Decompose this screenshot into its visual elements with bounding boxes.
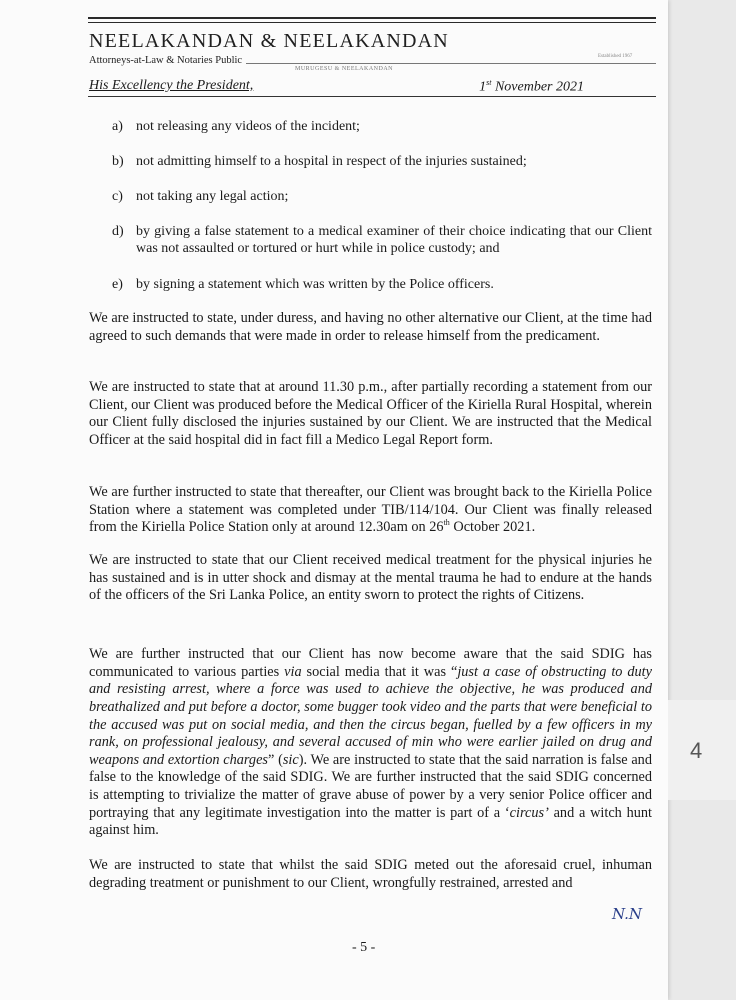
header-rule-top-thin <box>88 22 656 23</box>
firm-subtitle: Attorneys-at-Law & Notaries Public <box>89 55 243 66</box>
page-number: - 5 - <box>352 940 376 955</box>
paragraph-release: We are further instructed to state that thereafter, our Client was brought back to the Kiriella Police Station where a statement was completed under TIB/114/104. Our Client was finally released from the Kiriella Police Station only at around 12.30am on 26th October 2021. <box>89 484 652 536</box>
paragraph-treatment: We are instructed to state that our Client received medical treatment for the physical injuries he has sustained and is in utter shock and dismay at the mental trauma he had to endure at the hands of the officers of the Sri Lanka Police, an entity sworn to protect the rights of Citizens. <box>89 552 652 604</box>
paragraph-medical-officer: We are instructed to state that at around 11.30 p.m., after partially recording a statement from our Client, our Client was produced before the Medical Officer of the Kiriella Rural Hospital, wherein our Client fully disclosed the injuries sustained by our Client. We are instructed that the Medical Officer at the said hospital did in fact fill a Medico Legal Report form. <box>89 379 652 449</box>
associates-note: MURUGESU & NEELAKANDAN <box>295 66 393 72</box>
subtitle-rule <box>246 63 656 64</box>
addressee: His Excellency the President, <box>89 78 254 93</box>
letter-date: 1st November 2021 <box>479 78 584 95</box>
header-rule-top <box>88 17 656 19</box>
paragraph-sdig-statement: We are further instructed that our Client has now become aware that the said SDIG has communicated to various parties via social media that it was “just a case of obstructing to duty and resisting arrest, where a force was used to achieve the objective, he was produced and breathalized and put before a doctor, some bugger took video and the parts that were beneficial to the accused was put on social media, and then the circus began, fuelled by a few officers in my rank, on professional jealousy, and several accused of min who were earlier jailed on drug and weapons and extortion charges” (sic). We are instructed to state that the said narration is false and false to the knowledge of the said SDIG. We are further instructed that the said SDIG concerned is attempting to trivialize the matter of grave abuse of power by a very senior Police officer and portraying that any legitimate investigation into the matter is part of a ‘circus’ and a witch hunt against him. <box>89 646 652 839</box>
header-rule-bottom <box>88 96 656 97</box>
paragraph-duress: We are instructed to state, under duress, and having no other alternative our Client, at the time had agreed to such demands that were made in order to release himself from the predicament. <box>89 310 652 344</box>
established-note: Established 1967 <box>598 54 633 59</box>
paragraph-treatment-continued: We are instructed to state that whilst the said SDIG meted out the aforesaid cruel, inhuman degrading treatment or punishment to our Client, wrongfully restrained, arrested and <box>89 857 652 891</box>
document-page: NEELAKANDAN & NEELAKANDAN Attorneys-at-Law & Notaries Public Established 1967 MURUGESU & NEELAKANDAN His Excellency the President, 1st November 2021 a) not releasing any videos of the incident; b) not admitting himself to a hospital in respect of the injuries sustained; c) not taking any legal action; d) by giving a false statement to a medical examiner of their choice indicating that our Client was not assaulted or tortured or hurt while in police custody; and e) by signing a statement which was written by the Police officers. We are instructed to state, under duress, and having no other alternative our Client, at the time had agreed to such demands that were made in order to release himself from the predicament. We are instructed to state that at around 11.30 p.m., after partially recording a statement from our Client, our Client was produced before the Medical Officer of the Kiriella Rural Hospital, wherein our Client fully disclosed the injuries sustained by our Client. We are instructed that the Medical Officer at the said hospital did in fact fill a Medico Legal Report form. We are further instructed to state that thereafter, our Client was brought back to the Kiriella Police Station where a statement was completed under TIB/114/104. Our Client was finally released from the Kiriella Police Station only at around 12.30am on 26th October 2021. We are instructed to state that our Client received medical treatment for the physical injuries he has sustained and is in utter shock and dismay at the mental trauma he had to endure at the hands of the officers of the Sri Lanka Police, an entity sworn to protect the rights of Citizens. We are further instructed that our Client has now become aware that the said SDIG has communicated to various parties via social media that it was “just a case of obstructing to duty and resisting arrest, where a force was used to achieve the objective, he was produced and breathalized and put before a doctor, some bugger took video and the parts that were beneficial to the accused was put on social media, and then the circus began, fuelled by a few officers in my rank, on professional jealousy, and several accused of min who were earlier jailed on drug and weapons and extortion charges” (sic). We are instructed to state that the said narration is false and false to the knowledge of the said SDIG. We are further instructed that the said SDIG concerned is attempting to trivialize the matter of grave abuse of power by a very senior Police officer and portraying that any legitimate investigation into the matter is part of a ‘circus’ and a witch hunt against him. We are instructed to state that whilst the said SDIG meted out the aforesaid cruel, inhuman degrading treatment or punishment to our Client, wrongfully restrained, arrested and N.N - 5 - <box>0 0 668 1000</box>
signature-initials: N.N <box>612 905 643 923</box>
page-indicator-number: 4 <box>690 738 703 763</box>
firm-name: NEELAKANDAN & NEELAKANDAN <box>89 30 449 52</box>
